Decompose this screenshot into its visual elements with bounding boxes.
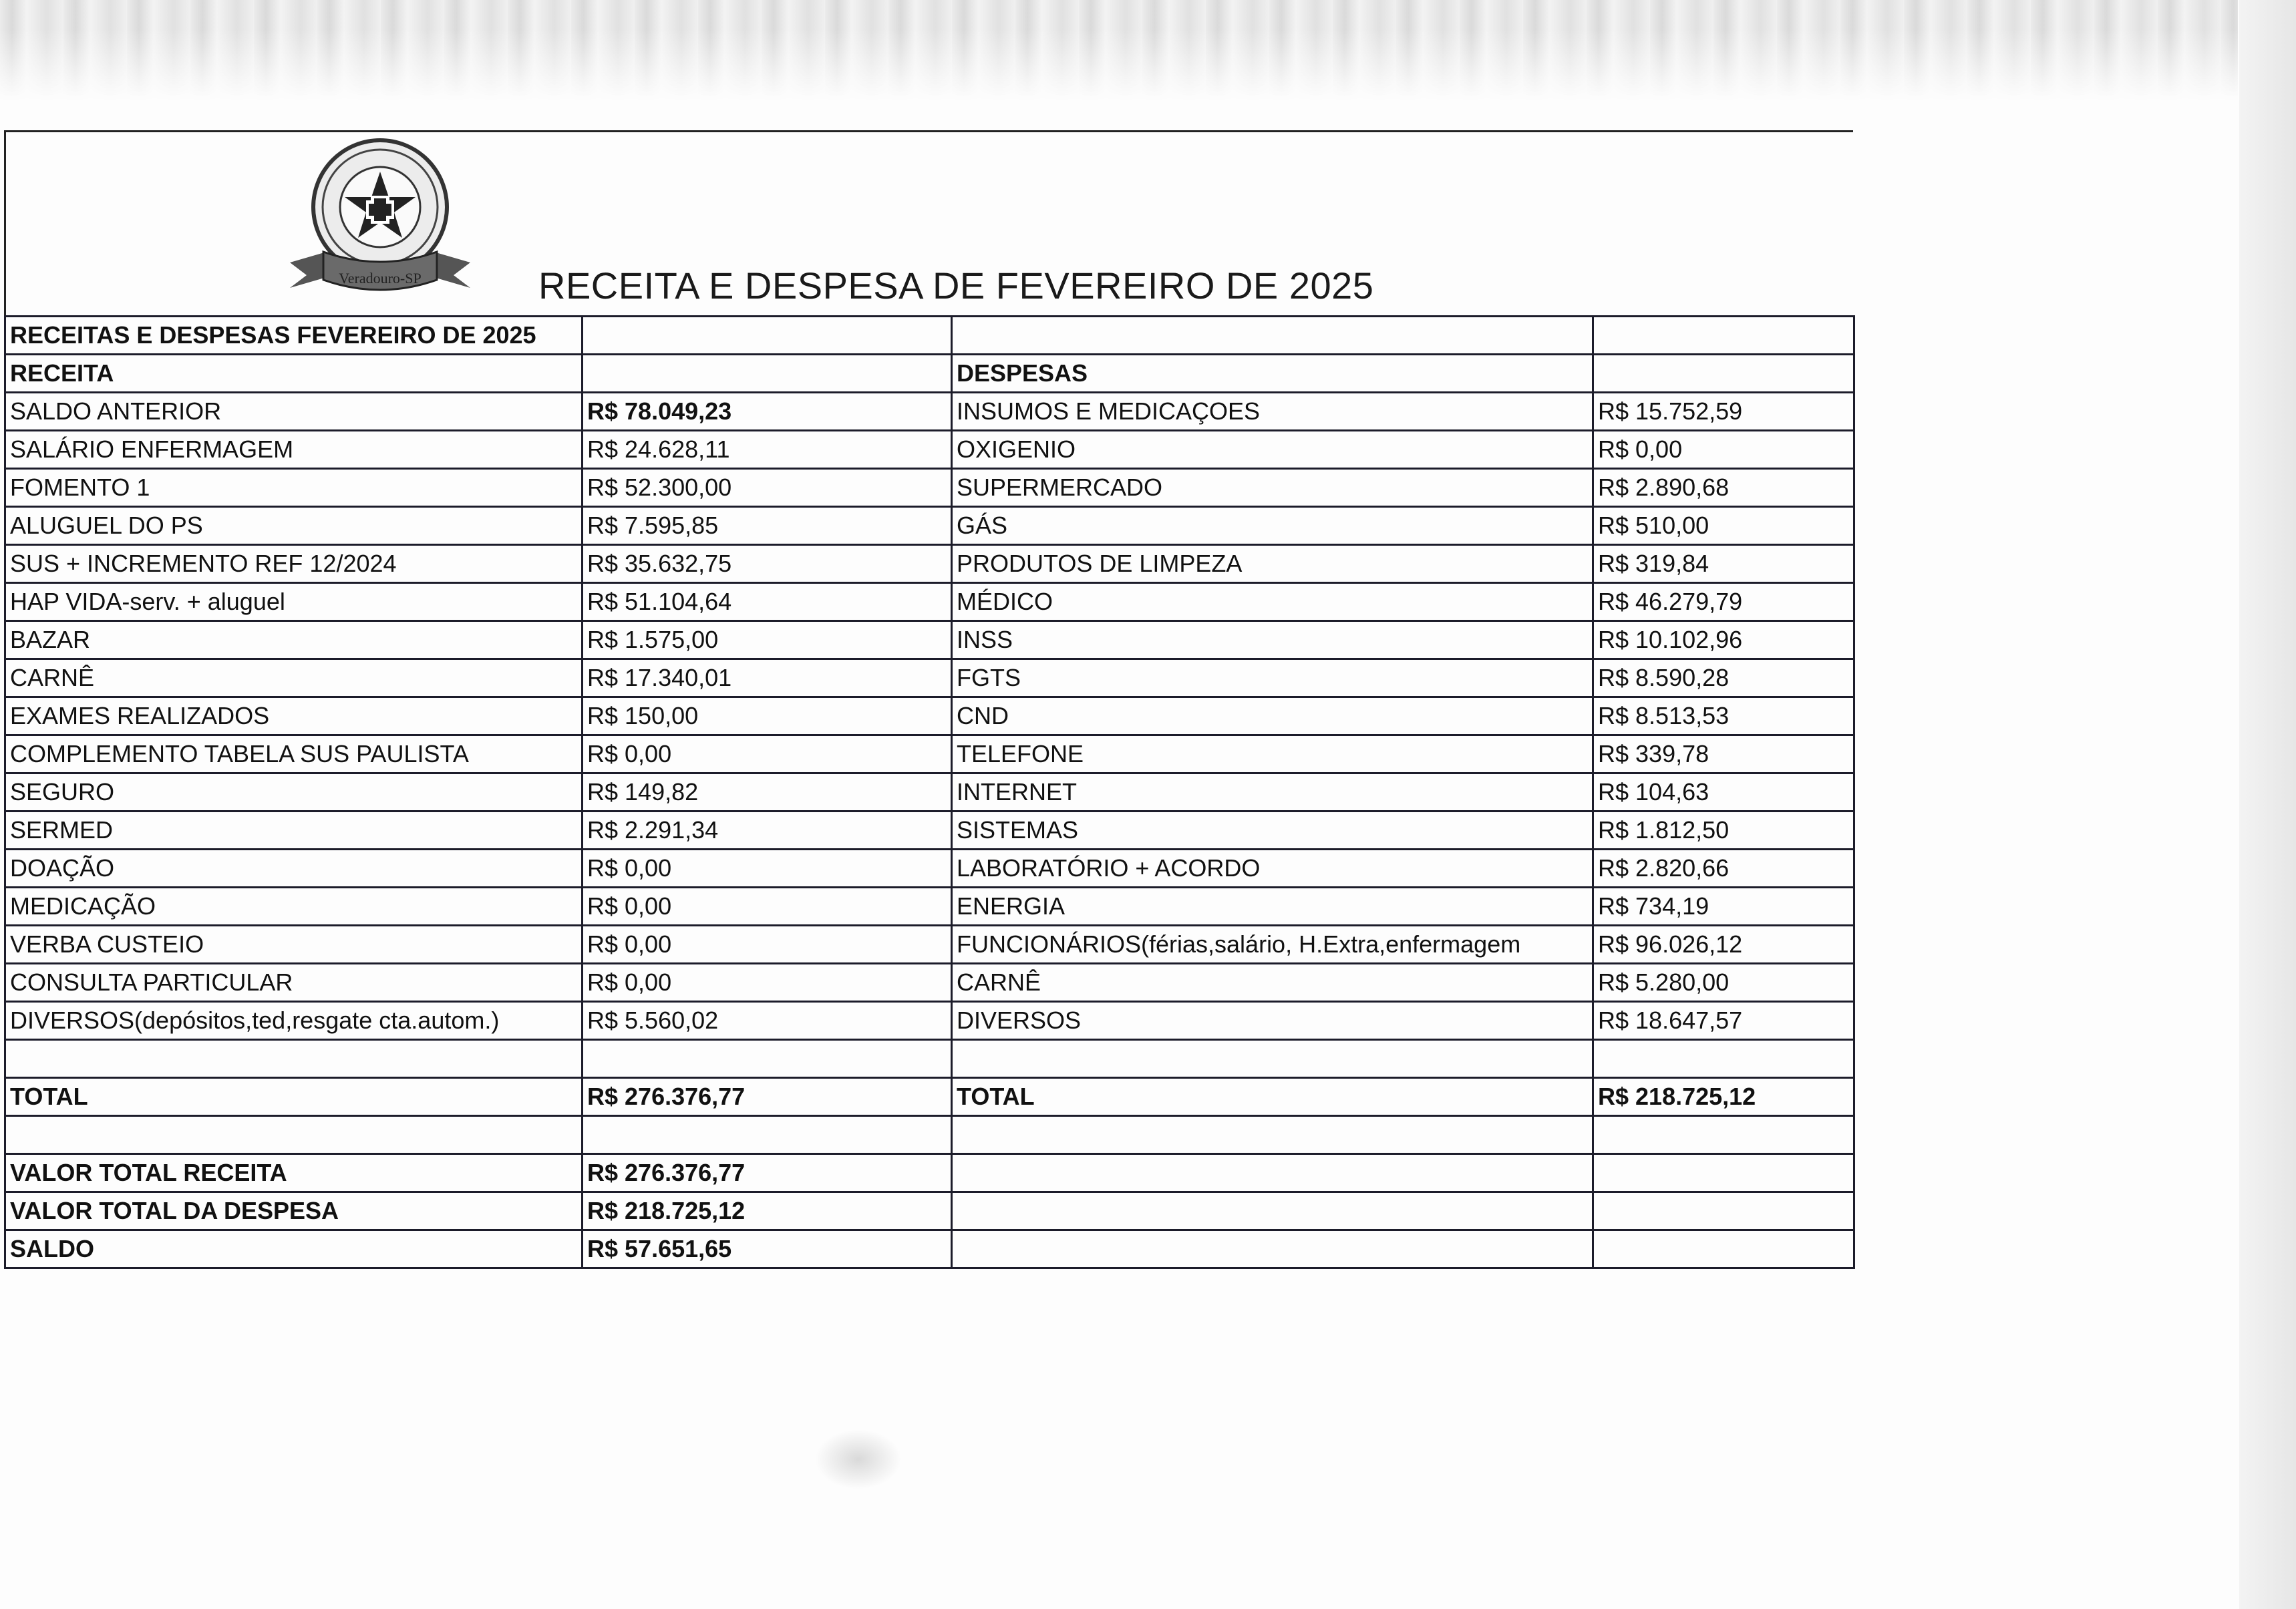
total-receita-value: R$ 276.376,77 [583, 1078, 952, 1116]
despesa-label: MÉDICO [952, 583, 1593, 621]
empty-cell [583, 317, 952, 355]
empty-cell [952, 1040, 1593, 1078]
despesa-value: R$ 2.820,66 [1593, 850, 1854, 888]
receita-value: R$ 78.049,23 [583, 393, 952, 431]
sheet-top-border [4, 130, 1853, 132]
receita-value: R$ 0,00 [583, 735, 952, 773]
empty-cell [5, 1040, 583, 1078]
report-sheet [4, 130, 1853, 1330]
despesa-value: R$ 2.890,68 [1593, 469, 1854, 507]
despesa-label: OXIGENIO [952, 431, 1593, 469]
despesa-label: ENERGIA [952, 888, 1593, 926]
empty-cell [952, 1230, 1593, 1268]
table-row [5, 964, 1854, 1002]
empty-cell [952, 1154, 1593, 1192]
despesa-label: INSS [952, 621, 1593, 659]
despesa-label: GÁS [952, 507, 1593, 545]
table-row [5, 926, 1854, 964]
sheet-left-border [4, 130, 6, 315]
spacer-row [5, 1116, 1854, 1154]
logo-ribbon-text: Veradouro-SP [339, 270, 422, 287]
despesa-value: R$ 8.513,53 [1593, 697, 1854, 735]
receita-label: EXAMES REALIZADOS [5, 697, 583, 735]
receita-label: VERBA CUSTEIO [5, 926, 583, 964]
table-row [5, 469, 1854, 507]
despesa-value: R$ 8.590,28 [1593, 659, 1854, 697]
despesas-header: DESPESAS [952, 355, 1593, 393]
empty-cell [1593, 1040, 1854, 1078]
despesa-value: R$ 15.752,59 [1593, 393, 1854, 431]
despesa-value: R$ 18.647,57 [1593, 1002, 1854, 1040]
despesa-value: R$ 510,00 [1593, 507, 1854, 545]
scan-shadow-right [2239, 0, 2296, 1609]
empty-cell [952, 1192, 1593, 1230]
empty-cell [1593, 1192, 1854, 1230]
empty-cell [583, 1116, 952, 1154]
table-heading-row [5, 317, 1854, 355]
total-despesa-value: R$ 218.725,12 [1593, 1078, 1854, 1116]
empty-cell [1593, 1154, 1854, 1192]
table-row [5, 583, 1854, 621]
receita-label: FOMENTO 1 [5, 469, 583, 507]
section-header-row [5, 355, 1854, 393]
receita-value: R$ 150,00 [583, 697, 952, 735]
total-row [5, 1078, 1854, 1116]
summary-label: VALOR TOTAL DA DESPESA [5, 1192, 583, 1230]
empty-cell [952, 317, 1593, 355]
despesa-value: R$ 104,63 [1593, 773, 1854, 812]
receita-value: R$ 24.628,11 [583, 431, 952, 469]
empty-cell [1593, 317, 1854, 355]
receita-label: CONSULTA PARTICULAR [5, 964, 583, 1002]
empty-cell [1593, 1230, 1854, 1268]
table-row [5, 1002, 1854, 1040]
summary-label: VALOR TOTAL RECEITA [5, 1154, 583, 1192]
table-body [5, 317, 1854, 1268]
summary-value: R$ 57.651,65 [583, 1230, 952, 1268]
total-receita-label: TOTAL [5, 1078, 583, 1116]
receita-header: RECEITA [5, 355, 583, 393]
table-row [5, 850, 1854, 888]
page-title: RECEITA E DESPESA DE FEVEREIRO DE 2025 [538, 264, 1374, 307]
receita-label: ALUGUEL DO PS [5, 507, 583, 545]
star-cross-seal-emblem-icon [287, 137, 480, 304]
receita-value: R$ 149,82 [583, 773, 952, 812]
receita-label: COMPLEMENTO TABELA SUS PAULISTA [5, 735, 583, 773]
receita-label: DIVERSOS(depósitos,ted,resgate cta.autom.) [5, 1002, 583, 1040]
despesa-label: CND [952, 697, 1593, 735]
despesa-label: PRODUTOS DE LIMPEZA [952, 545, 1593, 583]
despesa-value: R$ 96.026,12 [1593, 926, 1854, 964]
despesa-label: SUPERMERCADO [952, 469, 1593, 507]
receita-label: SALÁRIO ENFERMAGEM [5, 431, 583, 469]
despesa-label: INSUMOS E MEDICAÇOES [952, 393, 1593, 431]
despesa-value: R$ 5.280,00 [1593, 964, 1854, 1002]
empty-cell [583, 355, 952, 393]
empty-cell [1593, 1116, 1854, 1154]
spacer-row [5, 1040, 1854, 1078]
receita-value: R$ 0,00 [583, 964, 952, 1002]
summary-row [5, 1230, 1854, 1268]
summary-value: R$ 218.725,12 [583, 1192, 952, 1230]
despesa-value: R$ 339,78 [1593, 735, 1854, 773]
table-row [5, 545, 1854, 583]
scan-smudge [815, 1429, 902, 1489]
table-row [5, 507, 1854, 545]
receita-value: R$ 1.575,00 [583, 621, 952, 659]
despesa-value: R$ 319,84 [1593, 545, 1854, 583]
receita-value: R$ 52.300,00 [583, 469, 952, 507]
despesa-label: DIVERSOS [952, 1002, 1593, 1040]
despesa-value: R$ 10.102,96 [1593, 621, 1854, 659]
scan-shadow-top [0, 0, 2238, 100]
table-row [5, 888, 1854, 926]
receita-label: SALDO ANTERIOR [5, 393, 583, 431]
total-despesa-label: TOTAL [952, 1078, 1593, 1116]
despesa-label: SISTEMAS [952, 812, 1593, 850]
table-row [5, 735, 1854, 773]
table-row [5, 621, 1854, 659]
receita-label: DOAÇÃO [5, 850, 583, 888]
despesa-value: R$ 0,00 [1593, 431, 1854, 469]
empty-cell [1593, 355, 1854, 393]
receita-value: R$ 0,00 [583, 888, 952, 926]
receita-value: R$ 0,00 [583, 850, 952, 888]
table-row [5, 431, 1854, 469]
summary-row [5, 1154, 1854, 1192]
despesa-value: R$ 46.279,79 [1593, 583, 1854, 621]
table-row [5, 773, 1854, 812]
receita-value: R$ 35.632,75 [583, 545, 952, 583]
table-row [5, 393, 1854, 431]
receita-label: BAZAR [5, 621, 583, 659]
despesa-label: TELEFONE [952, 735, 1593, 773]
empty-cell [583, 1040, 952, 1078]
summary-row [5, 1192, 1854, 1230]
table-row [5, 812, 1854, 850]
despesa-label: FGTS [952, 659, 1593, 697]
despesa-value: R$ 734,19 [1593, 888, 1854, 926]
receita-label: CARNÊ [5, 659, 583, 697]
receita-value: R$ 0,00 [583, 926, 952, 964]
despesa-label: FUNCIONÁRIOS(férias,salário, H.Extra,enfermagem [952, 926, 1593, 964]
table-row [5, 659, 1854, 697]
receita-label: SUS + INCREMENTO REF 12/2024 [5, 545, 583, 583]
receita-value: R$ 5.560,02 [583, 1002, 952, 1040]
despesa-label: LABORATÓRIO + ACORDO [952, 850, 1593, 888]
receita-label: MEDICAÇÃO [5, 888, 583, 926]
receita-label: SEGURO [5, 773, 583, 812]
empty-cell [5, 1116, 583, 1154]
empty-cell [952, 1116, 1593, 1154]
income-expense-table [4, 315, 1855, 1269]
receita-value: R$ 7.595,85 [583, 507, 952, 545]
despesa-label: INTERNET [952, 773, 1593, 812]
receita-label: SERMED [5, 812, 583, 850]
summary-label: SALDO [5, 1230, 583, 1268]
despesa-value: R$ 1.812,50 [1593, 812, 1854, 850]
receita-value: R$ 2.291,34 [583, 812, 952, 850]
despesa-label: CARNÊ [952, 964, 1593, 1002]
table-heading: RECEITAS E DESPESAS FEVEREIRO DE 2025 [5, 317, 583, 355]
table-row [5, 697, 1854, 735]
summary-value: R$ 276.376,77 [583, 1154, 952, 1192]
receita-value: R$ 17.340,01 [583, 659, 952, 697]
receita-value: R$ 51.104,64 [583, 583, 952, 621]
receita-label: HAP VIDA-serv. + aluguel [5, 583, 583, 621]
